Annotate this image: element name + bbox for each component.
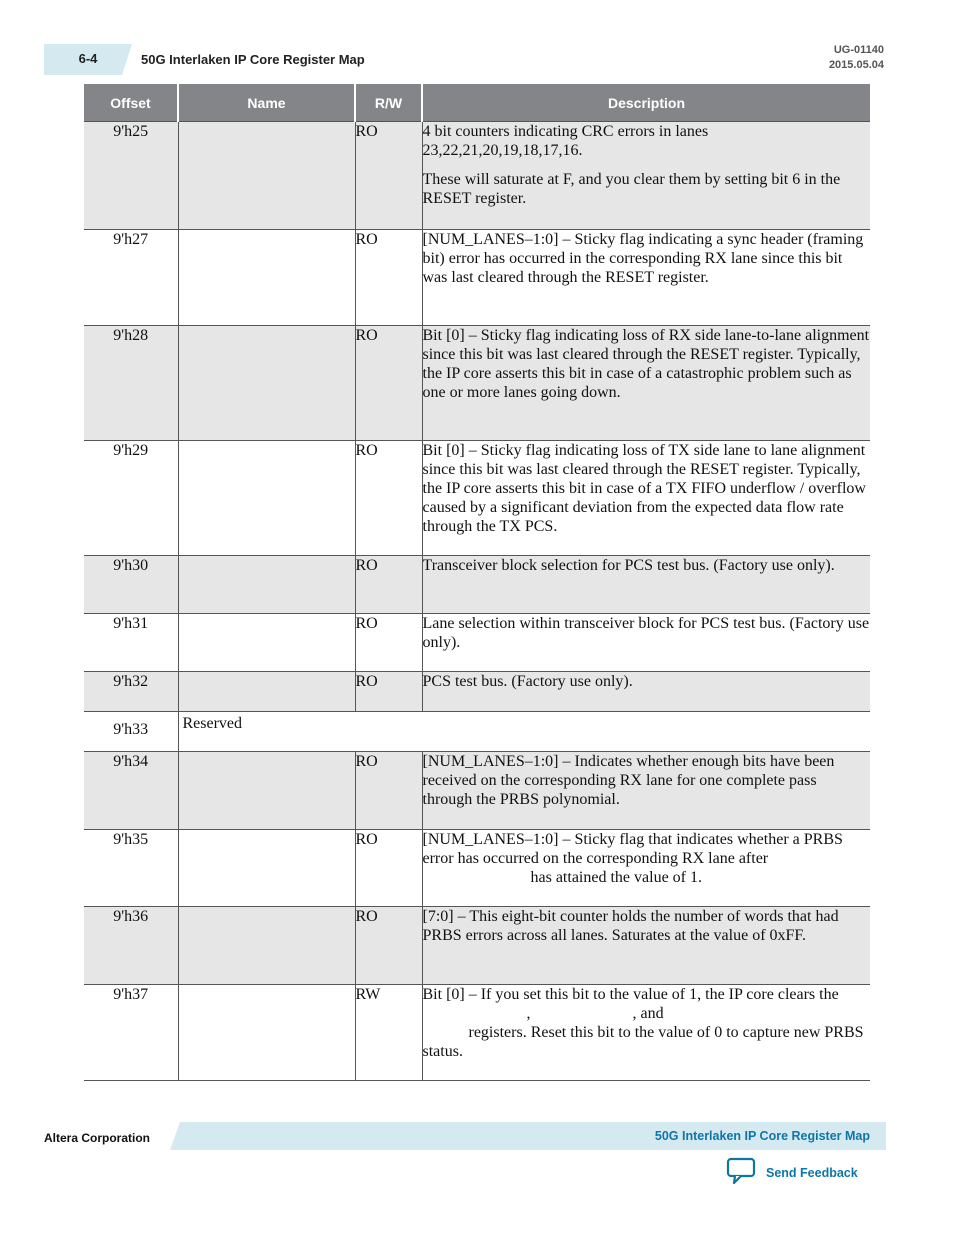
description-cell: [422, 230, 870, 326]
description-cell: [422, 907, 870, 985]
description-cell: [422, 556, 870, 614]
document-date: 2015.05.04: [828, 59, 884, 71]
description-text: [423, 830, 871, 887]
document-id-block: [829, 43, 884, 73]
table-row: [84, 230, 870, 326]
description-text: Bit [0] – Sticky flag indicating loss of RX side lane-to-lane alignment since this bit was last cleared through the RESET register. Typically, the IP core asserts this bit in case of a catastrophic problem such as one or more lanes going down.: [422, 327, 870, 401]
description-cell: [422, 441, 870, 556]
offset-cell: 9'h30: [84, 556, 178, 614]
offset-cell: 9'h36: [84, 907, 178, 985]
name-cell: [178, 122, 355, 230]
description-fragment: Bit [0] – If you set this bit to the value of 1, the IP core clears the: [422, 986, 839, 1003]
rw-cell: RO: [355, 614, 422, 672]
table-row: [84, 907, 870, 985]
description-text: Lane selection within transceiver block for PCS test bus. (Factory use only).: [422, 615, 870, 651]
offset-cell: 9'h31: [84, 614, 178, 672]
offset-cell: 9'h25: [84, 122, 178, 230]
offset-cell: 9'h35: [84, 830, 178, 907]
name-cell: [178, 907, 355, 985]
table-row: [84, 672, 870, 712]
description-fragment: has attained the value of 1.: [530, 869, 702, 886]
table-row: [84, 556, 870, 614]
page-number: 6-4: [78, 51, 98, 66]
rw-cell: RO: [355, 230, 422, 326]
description-cell: [422, 326, 870, 441]
description-cell: [422, 614, 870, 672]
name-cell: [178, 556, 355, 614]
table-row: [84, 614, 870, 672]
rw-cell: RO: [355, 830, 422, 907]
offset-cell: 9'h34: [84, 752, 178, 830]
description-fragment: , and: [632, 1005, 664, 1022]
description-fragment: registers. Reset this bit to the value of 0 to capture new PRBS status.: [422, 1024, 864, 1060]
table-row: [84, 122, 870, 230]
description-cell: [422, 672, 870, 712]
register-table: [84, 84, 870, 1081]
description-text: Bit [0] – Sticky flag indicating loss of TX side lane to lane alignment since this bit was last cleared through the RESET register. Typically, the IP core asserts this bit in case of a TX FIFO underflow / overflow caused by a significant deviation from the expected data flow rate through the TX PCS.: [422, 442, 866, 535]
offset-cell: 9'h27: [84, 230, 178, 326]
offset-cell: 9'h33: [84, 712, 178, 752]
table-row: [84, 712, 870, 752]
name-cell: [178, 614, 355, 672]
description-text: [NUM_LANES–1:0] – Sticky flag indicating a sync header (framing bit) error has occurred in the corresponding RX lane since this bit was last cleared through the RESET register.: [422, 231, 864, 286]
table-row: [84, 830, 870, 907]
rw-cell: RO: [355, 441, 422, 556]
description-fragment: [NUM_LANES–1:0] – Sticky flag that indicates whether a PRBS error has occurred on the corresponding RX lane after: [422, 831, 843, 867]
reserved-cell: Reserved: [178, 712, 870, 752]
offset-cell: 9'h32: [84, 672, 178, 712]
description-cell: [422, 122, 870, 230]
rw-cell: RO: [355, 122, 422, 230]
send-feedback-label: Send Feedback: [766, 1166, 858, 1180]
table-row: [84, 985, 870, 1081]
rw-cell: RW: [355, 985, 422, 1081]
offset-cell: 9'h37: [84, 985, 178, 1081]
footer-section-link[interactable]: 50G Interlaken IP Core Register Map: [654, 1129, 870, 1143]
description-text: 4 bit counters indicating CRC errors in lanes 23,22,21,20,19,18,17,16.: [422, 123, 709, 159]
table-row: [84, 441, 870, 556]
description-text: Transceiver block selection for PCS test bus. (Factory use only).: [422, 557, 835, 574]
description-text: [7:0] – This eight-bit counter holds the number of words that had PRBS errors across all lanes. Saturates at the value of 0xFF.: [422, 908, 839, 944]
name-cell: [178, 672, 355, 712]
description-text: [423, 985, 871, 1061]
description-text: These will saturate at F, and you clear them by setting bit 6 in the RESET register.: [422, 171, 841, 207]
description-text: [NUM_LANES–1:0] – Indicates whether enough bits have been received on the corresponding RX lane for one complete pass through the PRBS polynomial.: [422, 753, 835, 808]
name-cell: [178, 326, 355, 441]
speech-bubble-icon: [726, 1157, 756, 1190]
offset-cell: 9'h28: [84, 326, 178, 441]
table-header-row: [84, 84, 870, 122]
offset-cell: 9'h29: [84, 441, 178, 556]
column-header-offset: Offset: [84, 84, 178, 122]
name-cell: [178, 752, 355, 830]
send-feedback-link[interactable]: [726, 1158, 858, 1188]
name-cell: [178, 441, 355, 556]
column-header-rw: R/W: [355, 84, 422, 122]
rw-cell: RO: [355, 907, 422, 985]
column-header-description: Description: [422, 84, 870, 122]
footer-band-edge: [170, 1122, 180, 1150]
header-section-title: 50G Interlaken IP Core Register Map: [141, 52, 365, 67]
document-id: UG-01140: [833, 44, 884, 56]
column-header-name: Name: [178, 84, 355, 122]
description-text: PCS test bus. (Factory use only).: [422, 673, 633, 690]
description-fragment: ,: [526, 1005, 531, 1022]
description-cell: [422, 752, 870, 830]
table-row: [84, 752, 870, 830]
name-cell: [178, 985, 355, 1081]
name-cell: [178, 230, 355, 326]
description-cell: [422, 985, 870, 1081]
description-cell: [422, 830, 870, 907]
rw-cell: RO: [355, 556, 422, 614]
table-row: [84, 326, 870, 441]
rw-cell: RO: [355, 752, 422, 830]
name-cell: [178, 830, 355, 907]
rw-cell: RO: [355, 672, 422, 712]
rw-cell: RO: [355, 326, 422, 441]
footer-company: Altera Corporation: [44, 1131, 151, 1145]
